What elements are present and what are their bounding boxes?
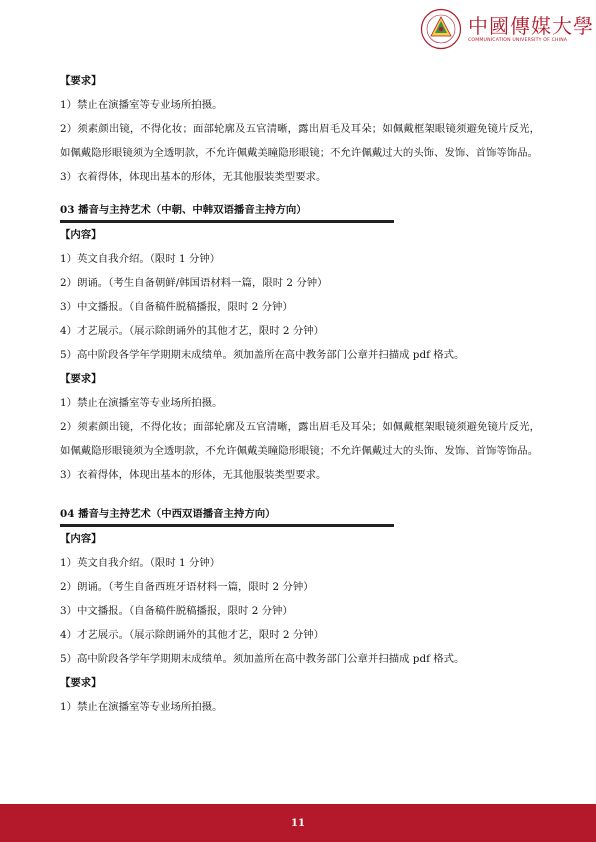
content-item: 4）才艺展示。（展示除朗诵外的其他才艺，限时 2 分钟） — [60, 629, 324, 641]
requirement-item: 2）须素颜出镜，不得化妆；面部轮廓及五官清晰，露出眉毛及耳朵；如佩戴框架眼镜须避免镜片反光，如佩戴隐形眼镜须为全透明款，不允许佩戴美瞳隐形眼镜；不允许佩戴过大的头饰、发饰、首饰等饰品。 — [60, 421, 540, 457]
requirements-label: 【要求】 — [60, 75, 102, 87]
content-item: 2）朗诵。（考生自备朝鲜/韩国语材料一篇，限时 2 分钟） — [60, 277, 328, 289]
section-heading-03: 03 播音与主持艺术（中朝、中韩双语播音主持方向） — [60, 201, 394, 223]
content-item: 5）高中阶段各学年学期期末成绩单。须加盖所在高中教务部门公章并扫描成 pdf 格式。 — [60, 349, 465, 361]
requirements-label: 【要求】 — [60, 677, 102, 689]
requirement-item: 3）衣着得体，体现出基本的形体，无其他服装类型要求。 — [60, 469, 327, 481]
requirement-item: 2）须素颜出镜，不得化妆；面部轮廓及五官清晰，露出眉毛及耳朵；如佩戴框架眼镜须避免镜片反光，如佩戴隐形眼镜须为全透明款，不允许佩戴美瞳隐形眼镜；不允许佩戴过大的头饰、发饰、首饰等饰品。 — [60, 123, 540, 159]
page-number: 11 — [291, 818, 305, 829]
requirement-item: 1）禁止在演播室等专业场所拍摄。 — [60, 397, 223, 409]
content-item: 3）中文播报。（自备稿件脱稿播报，限时 2 分钟） — [60, 605, 293, 617]
university-name-english: COMMUNICATION UNIVERSITY OF CHINA — [468, 38, 568, 43]
content-label: 【内容】 — [60, 229, 102, 241]
requirement-item: 1）禁止在演播室等专业场所拍摄。 — [60, 99, 223, 111]
content-item: 1）英文自我介绍。（限时 1 分钟） — [60, 253, 221, 265]
content-item: 4）才艺展示。（展示除朗诵外的其他才艺，限时 2 分钟） — [60, 325, 324, 337]
university-logo — [420, 8, 594, 52]
content-item: 5）高中阶段各学年学期期末成绩单。须加盖所在高中教务部门公章并扫描成 pdf 格式。 — [60, 653, 465, 665]
requirement-item: 3）衣着得体，体现出基本的形体，无其他服装类型要求。 — [60, 171, 327, 183]
university-seal-icon — [420, 8, 462, 50]
requirement-item: 1）禁止在演播室等专业场所拍摄。 — [60, 701, 223, 713]
content-label: 【内容】 — [60, 533, 102, 545]
requirements-label: 【要求】 — [60, 373, 102, 385]
university-name: 中國傳媒大學 — [468, 14, 594, 38]
content-item: 2）朗诵。（考生自备西班牙语材料一篇，限时 2 分钟） — [60, 581, 314, 593]
content-item: 3）中文播报。（自备稿件脱稿播报，限时 2 分钟） — [60, 301, 293, 313]
section-heading-04: 04 播音与主持艺术（中西双语播音主持方向） — [60, 505, 394, 527]
document-body — [60, 69, 540, 719]
content-item: 1）英文自我介绍。（限时 1 分钟） — [60, 557, 221, 569]
